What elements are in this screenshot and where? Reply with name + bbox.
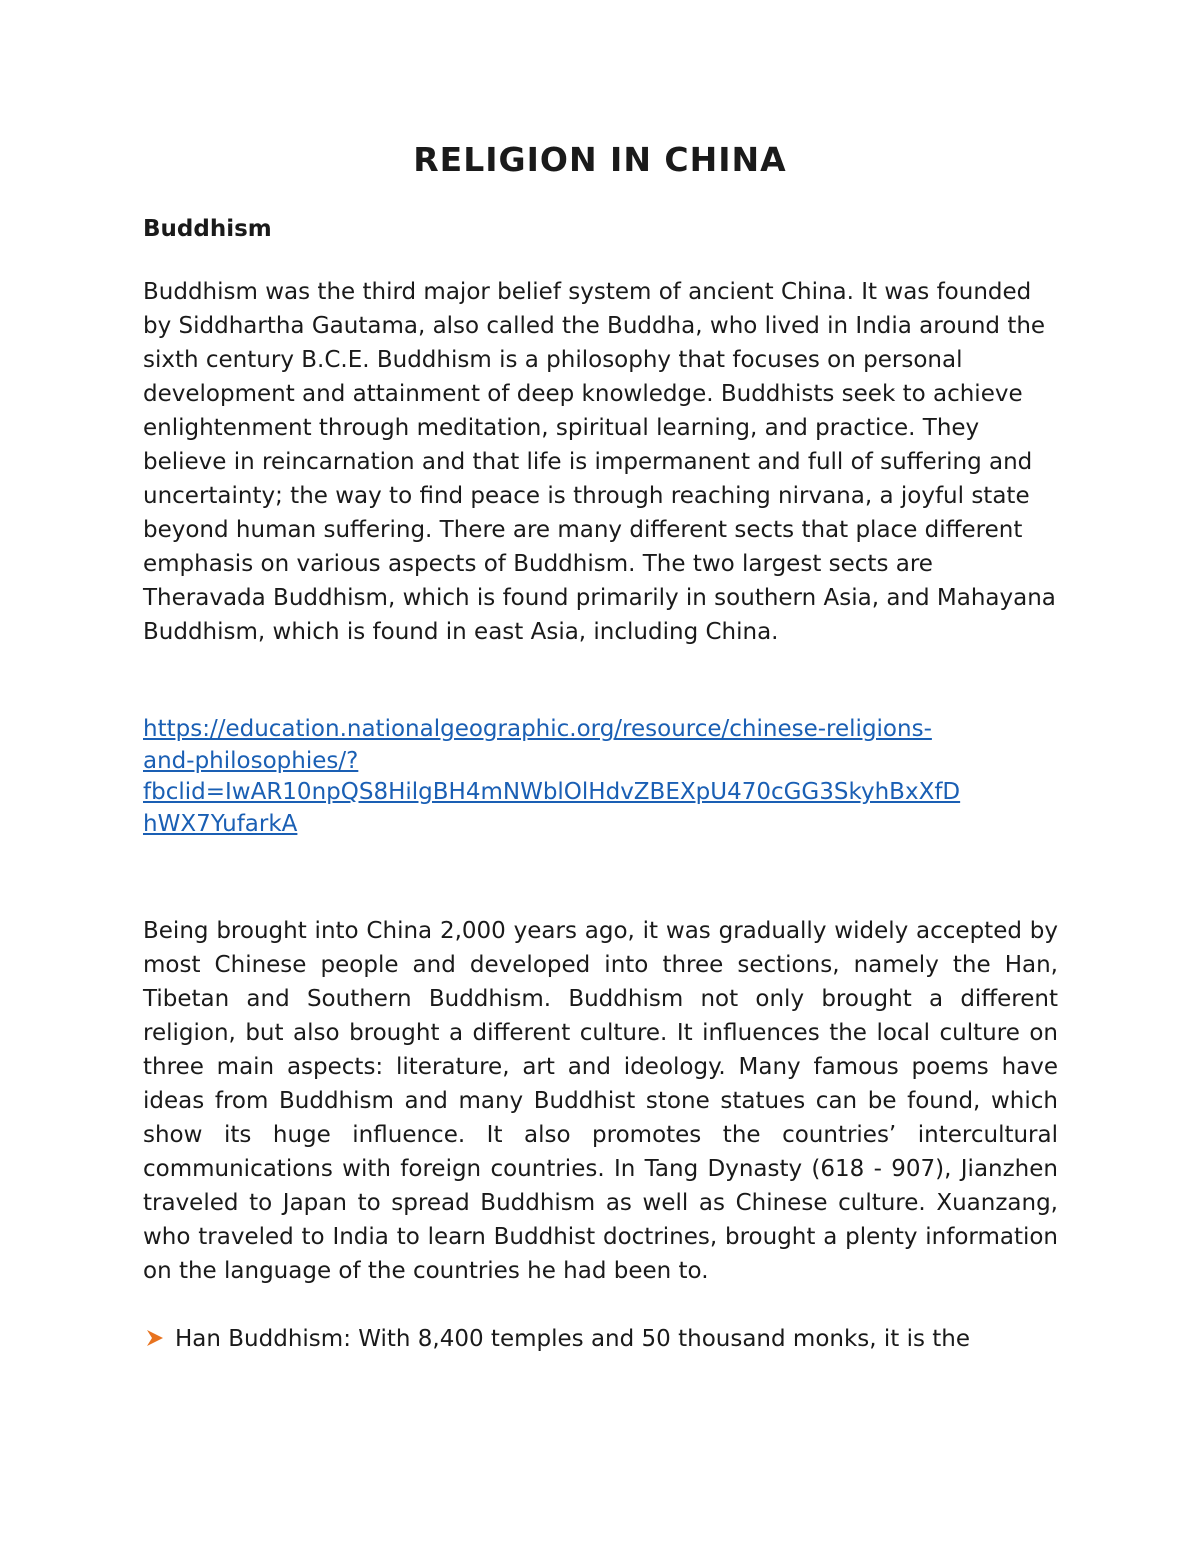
source-link-line: hWX7YufarkA [143,810,298,837]
paragraph-intro: Buddhism was the third major belief system of ancient China. It was founded by Siddhartha Gautama, also called the Buddha, who lived in India around the sixth century B.C.E. Buddhism is a philosophy that focuses on personal development and attainment of deep knowledge. Buddhists seek to achieve enlightenment through meditation, spiritual learning, and practice. They believe in reincarnation and that life is impermanent and full of suffering and uncertainty; the way to find peace is through reaching nirvana, a joyful state beyond human suffering. There are many different sects that place different emphasis on various aspects of Buddhism. The two largest sects are Theravada Buddhism, which is found primarily in southern Asia, and Mahayana Buddhism, which is found in east Asia, including China. [143,279,1056,645]
source-link[interactable] [143,714,1058,840]
bullet-item-text: Han Buddhism: With 8,400 temples and 50 thousand monks, it is the [175,1326,971,1352]
source-link-line: https://education.nationalgeographic.org/resource/chinese-religions- [143,716,932,742]
paragraph-history: Being brought into China 2,000 years ago, it was gradually widely accepted by most Chinese people and developed into three sections, namely the Han, Tibetan and Southern Buddhism. Buddhism not only brought a different religion, but also brought a different culture. It influences the local culture on three main aspects: literature, art and ideology. Many famous poems have ideas from Buddhism and many Buddhist stone statues can be found, which show its huge influence. It also promotes the countries’ intercultural communications with foreign countries. In Tang Dynasty (618 - 907), Jianzhen traveled to Japan to spread Buddhism as well as Chinese culture. Xuanzang, who traveled to India to learn Buddhist doctrines, brought a plenty information on the language of the countries he had been to. [143,918,1058,1284]
bullet-item-han-buddhism [143,1322,1058,1356]
arrow-bullet-icon [143,1328,167,1348]
source-link-line: and-philosophies/? [143,747,359,774]
page-title: RELIGION IN CHINA [413,140,787,179]
section-heading: Buddhism [143,216,272,242]
source-link-line: fbclid=IwAR10npQS8HilgBH4mNWblOlHdvZBEXpU470cGG3SkyhBxXfD [143,779,961,805]
